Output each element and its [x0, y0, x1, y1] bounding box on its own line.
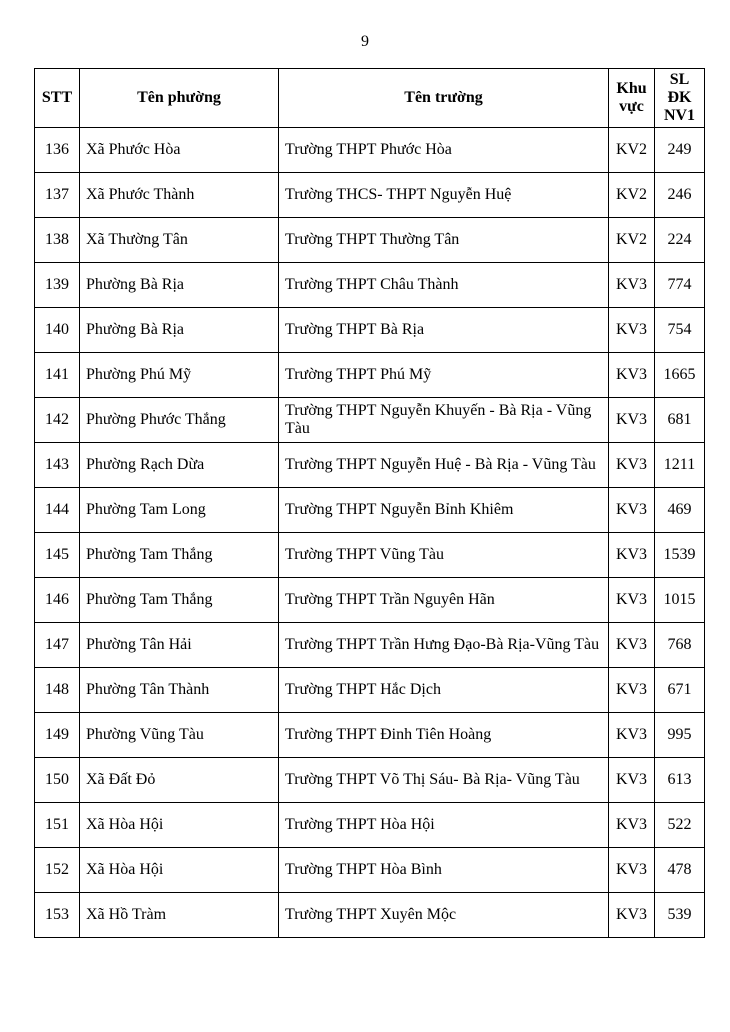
cell-area: KV3	[609, 443, 655, 488]
cell-area: KV3	[609, 398, 655, 443]
cell-count: 995	[655, 713, 705, 758]
table-row	[35, 533, 705, 578]
table-row	[35, 803, 705, 848]
table-row	[35, 398, 705, 443]
cell-stt: 148	[35, 668, 80, 713]
cell-count: 249	[655, 128, 705, 173]
cell-school: Trường THPT Nguyễn Huệ - Bà Rịa - Vũng Tàu	[279, 443, 609, 488]
cell-area: KV3	[609, 578, 655, 623]
cell-stt: 138	[35, 218, 80, 263]
cell-stt: 144	[35, 488, 80, 533]
cell-school: Trường THPT Bà Rịa	[279, 308, 609, 353]
cell-area: KV3	[609, 713, 655, 758]
header-count: SL ĐK NV1	[655, 69, 705, 128]
cell-ward: Phường Vũng Tàu	[80, 713, 279, 758]
cell-area: KV3	[609, 263, 655, 308]
cell-count: 681	[655, 398, 705, 443]
cell-ward: Xã Phước Thành	[80, 173, 279, 218]
cell-count: 224	[655, 218, 705, 263]
cell-count: 469	[655, 488, 705, 533]
cell-school: Trường THPT Hòa Hội	[279, 803, 609, 848]
cell-school: Trường THPT Thường Tân	[279, 218, 609, 263]
cell-school: Trường THPT Châu Thành	[279, 263, 609, 308]
cell-count: 1665	[655, 353, 705, 398]
cell-area: KV3	[609, 893, 655, 938]
table-body	[35, 128, 705, 938]
cell-stt: 142	[35, 398, 80, 443]
cell-count: 1539	[655, 533, 705, 578]
header-school: Tên trường	[279, 69, 609, 128]
cell-school: Trường THPT Trần Nguyên Hãn	[279, 578, 609, 623]
cell-area: KV3	[609, 488, 655, 533]
cell-count: 613	[655, 758, 705, 803]
cell-count: 774	[655, 263, 705, 308]
table-row	[35, 848, 705, 893]
cell-ward: Xã Hòa Hội	[80, 803, 279, 848]
cell-stt: 153	[35, 893, 80, 938]
cell-school: Trường THPT Đinh Tiên Hoàng	[279, 713, 609, 758]
cell-ward: Xã Hòa Hội	[80, 848, 279, 893]
cell-area: KV2	[609, 128, 655, 173]
cell-area: KV3	[609, 803, 655, 848]
cell-stt: 136	[35, 128, 80, 173]
table-row	[35, 308, 705, 353]
cell-stt: 145	[35, 533, 80, 578]
cell-school: Trường THPT Nguyễn Khuyến - Bà Rịa - Vũng Tàu	[279, 398, 609, 443]
cell-stt: 147	[35, 623, 80, 668]
cell-school: Trường THPT Vũng Tàu	[279, 533, 609, 578]
table-row	[35, 443, 705, 488]
cell-school: Trường THPT Hòa Bình	[279, 848, 609, 893]
header-row	[35, 69, 705, 128]
cell-area: KV3	[609, 353, 655, 398]
cell-ward: Xã Đất Đỏ	[80, 758, 279, 803]
cell-stt: 141	[35, 353, 80, 398]
cell-ward: Xã Hồ Tràm	[80, 893, 279, 938]
cell-school: Trường THPT Xuyên Mộc	[279, 893, 609, 938]
cell-ward: Phường Phước Thắng	[80, 398, 279, 443]
header-ward: Tên phường	[80, 69, 279, 128]
cell-school: Trường THPT Nguyễn Bỉnh Khiêm	[279, 488, 609, 533]
cell-school: Trường THPT Trần Hưng Đạo-Bà Rịa-Vũng Tàu	[279, 623, 609, 668]
cell-stt: 146	[35, 578, 80, 623]
cell-ward: Phường Bà Rịa	[80, 263, 279, 308]
cell-count: 671	[655, 668, 705, 713]
cell-ward: Phường Tân Hải	[80, 623, 279, 668]
cell-ward: Xã Phước Hòa	[80, 128, 279, 173]
cell-count: 539	[655, 893, 705, 938]
cell-ward: Phường Phú Mỹ	[80, 353, 279, 398]
cell-area: KV2	[609, 218, 655, 263]
table-row	[35, 668, 705, 713]
cell-area: KV3	[609, 308, 655, 353]
cell-area: KV3	[609, 668, 655, 713]
cell-ward: Phường Rạch Dừa	[80, 443, 279, 488]
cell-ward: Phường Tam Long	[80, 488, 279, 533]
admissions-table	[34, 68, 705, 938]
table-row	[35, 128, 705, 173]
cell-count: 522	[655, 803, 705, 848]
cell-stt: 149	[35, 713, 80, 758]
cell-school: Trường THPT Phú Mỹ	[279, 353, 609, 398]
cell-count: 1015	[655, 578, 705, 623]
cell-area: KV3	[609, 758, 655, 803]
cell-stt: 137	[35, 173, 80, 218]
cell-count: 246	[655, 173, 705, 218]
cell-ward: Xã Thường Tân	[80, 218, 279, 263]
cell-stt: 150	[35, 758, 80, 803]
cell-count: 754	[655, 308, 705, 353]
table-row	[35, 173, 705, 218]
table-row	[35, 623, 705, 668]
cell-stt: 140	[35, 308, 80, 353]
cell-count: 478	[655, 848, 705, 893]
table-row	[35, 218, 705, 263]
table-row	[35, 713, 705, 758]
header-stt: STT	[35, 69, 80, 128]
cell-ward: Phường Tân Thành	[80, 668, 279, 713]
cell-stt: 143	[35, 443, 80, 488]
cell-school: Trường THCS- THPT Nguyễn Huệ	[279, 173, 609, 218]
header-area: Khu vực	[609, 69, 655, 128]
table-row	[35, 893, 705, 938]
table-row	[35, 263, 705, 308]
cell-ward: Phường Tam Thắng	[80, 533, 279, 578]
cell-area: KV2	[609, 173, 655, 218]
cell-ward: Phường Bà Rịa	[80, 308, 279, 353]
table-row	[35, 353, 705, 398]
cell-school: Trường THPT Hắc Dịch	[279, 668, 609, 713]
cell-stt: 152	[35, 848, 80, 893]
cell-area: KV3	[609, 623, 655, 668]
table-row	[35, 578, 705, 623]
cell-count: 768	[655, 623, 705, 668]
cell-stt: 139	[35, 263, 80, 308]
cell-area: KV3	[609, 533, 655, 578]
cell-school: Trường THPT Võ Thị Sáu- Bà Rịa- Vũng Tàu	[279, 758, 609, 803]
cell-count: 1211	[655, 443, 705, 488]
cell-area: KV3	[609, 848, 655, 893]
cell-stt: 151	[35, 803, 80, 848]
page-number: 9	[361, 33, 369, 50]
cell-school: Trường THPT Phước Hòa	[279, 128, 609, 173]
cell-ward: Phường Tam Thắng	[80, 578, 279, 623]
table-row	[35, 488, 705, 533]
table-row	[35, 758, 705, 803]
